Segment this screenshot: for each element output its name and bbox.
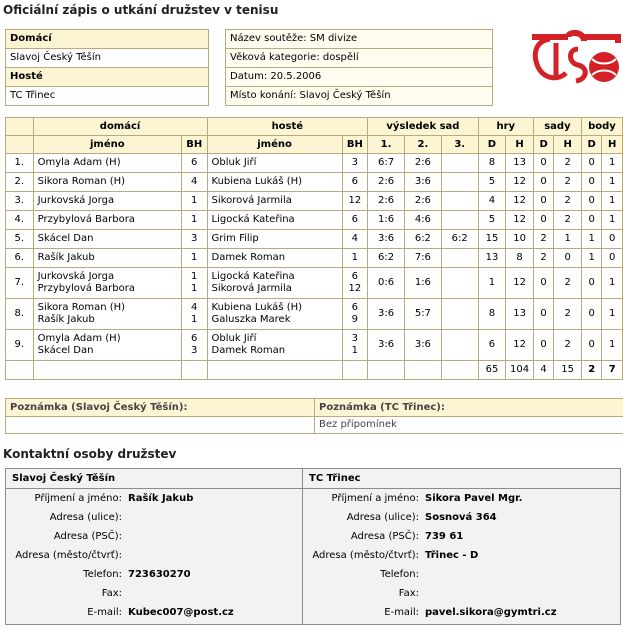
guest-contact-team: TC Třinec <box>303 469 620 489</box>
contact-row <box>303 604 620 622</box>
match-number: 6. <box>6 249 34 268</box>
home-player-line: Omyla Adam (H) <box>37 333 121 344</box>
home-player-line: Przybylová Barbora <box>37 283 135 294</box>
guest-team-name: TC Třinec <box>6 87 209 106</box>
games-d: 15 <box>478 230 506 249</box>
guest-player-bh-line: 6 <box>351 271 359 282</box>
guest-player-line: Sikorová Jarmila <box>211 195 292 206</box>
games-h-header: H <box>506 136 534 154</box>
contact-value: 723630270 <box>128 569 191 580</box>
home-note-value <box>6 417 315 434</box>
set1-score: 3:6 <box>368 230 405 249</box>
contact-label: Adresa (ulice): <box>49 512 122 523</box>
contact-value[interactable]: pavel.sikora@gymtri.cz <box>425 607 557 618</box>
points-d-header: D <box>581 136 601 154</box>
home-player-bh <box>181 330 207 361</box>
match-number: 9. <box>6 330 34 361</box>
home-player-bh <box>181 230 207 249</box>
guest-player-bh <box>342 330 368 361</box>
home-player <box>33 154 181 173</box>
sady-d: 0 <box>533 299 553 330</box>
sady-d: 2 <box>533 230 553 249</box>
result-row <box>6 230 623 249</box>
set2-score: 6:2 <box>404 230 441 249</box>
points-h: 1 <box>602 173 623 192</box>
results-table <box>5 117 623 380</box>
home-player-line: Sikora Roman (H) <box>37 302 126 313</box>
home-team-name: Slavoj Český Těšín <box>6 49 209 68</box>
guest-player <box>207 211 342 230</box>
points-d: 0 <box>581 268 601 299</box>
points-d: 0 <box>581 330 601 361</box>
result-row <box>6 192 623 211</box>
contact-row <box>303 566 620 584</box>
match-number: 2. <box>6 173 34 192</box>
contact-value: Sikora Pavel Mgr. <box>425 493 523 504</box>
sady-d: 0 <box>533 268 553 299</box>
page-title: Oficiální zápis o utkání družstev v tenisu <box>3 3 279 17</box>
points-d: 1 <box>581 230 601 249</box>
points-d: 0 <box>581 211 601 230</box>
contact-row <box>303 509 620 527</box>
points-d: 0 <box>581 173 601 192</box>
result-row <box>6 211 623 230</box>
games-d: 13 <box>478 249 506 268</box>
sets-group-header: výsledek sad <box>368 118 479 136</box>
sady-h: 2 <box>554 192 582 211</box>
guest-player-line: Grim Filip <box>211 233 259 244</box>
set3-score <box>441 173 478 192</box>
guest-player-bh <box>342 192 368 211</box>
contact-label: Telefon: <box>380 569 419 580</box>
sady-h: 2 <box>554 173 582 192</box>
contact-value: Sosnová 364 <box>425 512 497 523</box>
guest-player-bh-line: 3 <box>351 333 359 344</box>
home-player-bh-line: 1 <box>191 271 198 282</box>
set1-score: 0:6 <box>368 268 405 299</box>
sady-h: 2 <box>554 299 582 330</box>
match-number: 7. <box>6 268 34 299</box>
home-player <box>33 268 181 299</box>
guest-player-bh-line: 6 <box>351 214 359 225</box>
games-d: 8 <box>478 154 506 173</box>
sady-d: 2 <box>533 249 553 268</box>
contact-row <box>303 547 620 565</box>
guest-player <box>207 249 342 268</box>
contact-value: Třinec - D <box>425 550 479 561</box>
set3-score <box>441 249 478 268</box>
sady-h: 0 <box>554 249 582 268</box>
set2-header: 2. <box>404 136 441 154</box>
contact-label: Adresa (PSČ): <box>53 531 122 542</box>
sady-h: 1 <box>554 230 582 249</box>
total-points-h: 7 <box>602 361 623 380</box>
total-games-h: 104 <box>506 361 534 380</box>
guest-player-bh-line: 12 <box>348 283 362 294</box>
guest-player-bh-line: 4 <box>351 233 359 244</box>
sady-d: 0 <box>533 192 553 211</box>
guest-player-line: Damek Roman <box>211 252 286 263</box>
guest-player-line: Kubiena Lukáš (H) <box>211 176 303 187</box>
home-player-line: Jurkovská Jorga <box>37 271 115 282</box>
guest-player-bh <box>342 173 368 192</box>
guest-player-bh <box>342 154 368 173</box>
points-d: 1 <box>581 249 601 268</box>
match-number: 5. <box>6 230 34 249</box>
points-h: 1 <box>602 330 623 361</box>
home-player-line: Jurkovská Jorga <box>37 195 115 206</box>
result-row <box>6 299 623 330</box>
home-player-bh <box>181 211 207 230</box>
guest-player-line: Damek Roman <box>211 345 286 356</box>
contact-row <box>6 585 309 603</box>
home-contact-team: Slavoj Český Těšín <box>6 469 309 489</box>
games-d: 5 <box>478 173 506 192</box>
home-player <box>33 249 181 268</box>
games-h: 13 <box>506 299 534 330</box>
guest-player <box>207 192 342 211</box>
home-contact-box <box>5 468 310 625</box>
home-player-bh-line: 1 <box>191 314 198 325</box>
set3-score <box>441 154 478 173</box>
set2-score: 2:6 <box>404 154 441 173</box>
age-category: Věková kategorie: dospělí <box>226 49 493 68</box>
games-d-header: D <box>478 136 506 154</box>
set1-score: 2:6 <box>368 173 405 192</box>
guest-group-header: hosté <box>207 118 368 136</box>
home-player-bh-line: 4 <box>191 302 198 313</box>
match-info-table <box>225 29 493 106</box>
sady-h: 2 <box>554 268 582 299</box>
result-row <box>6 249 623 268</box>
contact-label: Adresa (město/čtvrť): <box>312 550 419 561</box>
games-group-header: hry <box>478 118 533 136</box>
home-player <box>33 211 181 230</box>
guest-player-bh <box>342 211 368 230</box>
contact-label: E-mail: <box>87 607 122 618</box>
set1-score: 1:6 <box>368 211 405 230</box>
points-group-header: body <box>581 118 622 136</box>
home-player <box>33 330 181 361</box>
sady-d: 0 <box>533 211 553 230</box>
totals-row <box>6 361 623 380</box>
home-player-bh <box>181 192 207 211</box>
set2-score: 4:6 <box>404 211 441 230</box>
guest-bh-header: BH <box>342 136 368 154</box>
teams-table <box>5 29 209 106</box>
contact-value[interactable]: Kubec007@post.cz <box>128 607 234 618</box>
set1-score: 3:6 <box>368 299 405 330</box>
guest-player-bh <box>342 268 368 299</box>
contact-label: Adresa (PSČ): <box>350 531 419 542</box>
set1-score: 6:7 <box>368 154 405 173</box>
guest-player-line: Ligocká Kateřina <box>211 214 295 225</box>
guest-player-bh-line: 6 <box>351 302 359 313</box>
guest-label: Hosté <box>6 68 209 87</box>
points-d: 0 <box>581 192 601 211</box>
sady-d: 0 <box>533 330 553 361</box>
contact-row <box>6 490 309 508</box>
home-player-bh-line: 1 <box>191 283 198 294</box>
guest-player-bh-line: 6 <box>351 176 359 187</box>
set3-score <box>441 192 478 211</box>
contact-value: Rašík Jakub <box>128 493 194 504</box>
notes-table <box>5 398 623 434</box>
guest-player-bh-line: 12 <box>348 195 362 206</box>
home-player-bh-line: 1 <box>191 195 198 206</box>
set3-score <box>441 211 478 230</box>
home-label: Domácí <box>6 30 209 49</box>
contact-label: Příjmení a jméno: <box>331 493 419 504</box>
match-number: 4. <box>6 211 34 230</box>
result-row <box>6 173 623 192</box>
guest-player <box>207 299 342 330</box>
home-player-line: Skácel Dan <box>37 345 94 356</box>
guest-player-bh-line: 1 <box>351 345 359 356</box>
contact-row <box>303 528 620 546</box>
total-games-d: 65 <box>478 361 506 380</box>
points-h: 1 <box>602 211 623 230</box>
guest-player-bh <box>342 249 368 268</box>
set3-score <box>441 268 478 299</box>
games-d: 4 <box>478 192 506 211</box>
home-player-bh-line: 6 <box>191 157 198 168</box>
guest-name-header: jméno <box>207 136 342 154</box>
sady-h-header: H <box>554 136 582 154</box>
number-header <box>6 136 34 154</box>
set1-score: 2:6 <box>368 192 405 211</box>
total-sady-h: 15 <box>554 361 582 380</box>
match-venue: Místo konání: Slavoj Český Těšín <box>226 87 493 106</box>
guest-player-line: Sikorová Jarmila <box>211 283 292 294</box>
games-d: 8 <box>478 299 506 330</box>
home-player-bh-line: 1 <box>191 214 198 225</box>
contact-label: Fax: <box>398 588 419 599</box>
guest-player-line: Obluk Jiří <box>211 333 257 344</box>
result-row <box>6 330 623 361</box>
home-player-bh <box>181 268 207 299</box>
total-sady-d: 4 <box>533 361 553 380</box>
points-h: 0 <box>602 230 623 249</box>
set2-score: 3:6 <box>404 173 441 192</box>
set1-score: 3:6 <box>368 330 405 361</box>
sady-d-header: D <box>533 136 553 154</box>
sady-group-header: sady <box>533 118 581 136</box>
points-h: 1 <box>602 154 623 173</box>
result-row <box>6 268 623 299</box>
sady-h: 2 <box>554 154 582 173</box>
home-player-bh <box>181 249 207 268</box>
guest-player <box>207 154 342 173</box>
contact-row <box>6 604 309 622</box>
home-player-bh <box>181 154 207 173</box>
guest-player-bh-line: 1 <box>351 252 359 263</box>
set1-score: 6:2 <box>368 249 405 268</box>
total-points-d: 2 <box>581 361 601 380</box>
home-player-bh-line: 3 <box>191 345 198 356</box>
home-player-line: Przybylová Barbora <box>37 214 135 225</box>
guest-player-line: Kubiena Lukáš (H) <box>211 302 303 313</box>
set1-header: 1. <box>368 136 405 154</box>
match-date: Datum: 20.5.2006 <box>226 68 493 87</box>
club-logo-icon <box>528 29 622 85</box>
home-player-bh <box>181 299 207 330</box>
set3-score: 6:2 <box>441 230 478 249</box>
contact-row <box>303 585 620 603</box>
sady-d: 0 <box>533 154 553 173</box>
sady-h: 2 <box>554 211 582 230</box>
set2-score: 5:7 <box>404 299 441 330</box>
set2-score: 1:6 <box>404 268 441 299</box>
contact-label: Příjmení a jméno: <box>34 493 122 504</box>
guest-player <box>207 230 342 249</box>
contact-value: 739 61 <box>425 531 464 542</box>
home-player-bh-line: 1 <box>191 252 198 263</box>
match-number: 1. <box>6 154 34 173</box>
games-d: 1 <box>478 268 506 299</box>
guest-player-bh-line: 9 <box>351 314 359 325</box>
home-player <box>33 299 181 330</box>
guest-player-line: Ligocká Kateřina <box>211 271 295 282</box>
points-h: 1 <box>602 268 623 299</box>
games-h: 12 <box>506 211 534 230</box>
games-d: 5 <box>478 211 506 230</box>
contact-row <box>6 509 309 527</box>
games-h: 12 <box>506 268 534 299</box>
result-row <box>6 154 623 173</box>
sady-h: 2 <box>554 330 582 361</box>
home-player <box>33 173 181 192</box>
set3-score <box>441 330 478 361</box>
match-number: 8. <box>6 299 34 330</box>
home-note-label: Poznámka (Slavoj Český Těšín): <box>6 399 315 417</box>
points-d: 0 <box>581 154 601 173</box>
contact-row <box>6 566 309 584</box>
home-name-header: jméno <box>33 136 181 154</box>
guest-player-line: Galuszka Marek <box>211 314 291 325</box>
guest-contact-box <box>302 468 621 625</box>
home-player-bh <box>181 173 207 192</box>
set2-score: 7:6 <box>404 249 441 268</box>
home-player-line: Omyla Adam (H) <box>37 157 121 168</box>
home-group-header: domácí <box>33 118 207 136</box>
home-player <box>33 192 181 211</box>
guest-player-bh-line: 3 <box>351 157 359 168</box>
games-h: 10 <box>506 230 534 249</box>
competition-name: Název soutěže: SM divize <box>226 30 493 49</box>
points-h: 1 <box>602 192 623 211</box>
points-h: 0 <box>602 249 623 268</box>
guest-note-value: Bez připomínek <box>315 417 623 434</box>
home-player <box>33 230 181 249</box>
guest-player-line: Obluk Jiří <box>211 157 257 168</box>
guest-player <box>207 173 342 192</box>
home-player-bh-line: 4 <box>191 176 198 187</box>
contact-label: Adresa (město/čtvrť): <box>15 550 122 561</box>
home-bh-header: BH <box>181 136 207 154</box>
games-h: 13 <box>506 154 534 173</box>
guest-player-bh <box>342 230 368 249</box>
home-player-line: Skácel Dan <box>37 233 94 244</box>
results-corner <box>6 118 34 136</box>
points-d: 0 <box>581 299 601 330</box>
contact-row <box>303 490 620 508</box>
sady-d: 0 <box>533 173 553 192</box>
points-h: 1 <box>602 299 623 330</box>
match-number: 3. <box>6 192 34 211</box>
contact-label: Adresa (ulice): <box>346 512 419 523</box>
set2-score: 2:6 <box>404 192 441 211</box>
games-h: 12 <box>506 192 534 211</box>
home-player-line: Rašík Jakub <box>37 314 95 325</box>
contacts-title: Kontaktní osoby družstev <box>3 447 177 461</box>
set2-score: 3:6 <box>404 330 441 361</box>
guest-player-bh <box>342 299 368 330</box>
guest-player <box>207 330 342 361</box>
games-h: 12 <box>506 173 534 192</box>
guest-note-label: Poznámka (TC Třinec): <box>315 399 623 417</box>
games-h: 8 <box>506 249 534 268</box>
set3-header: 3. <box>441 136 478 154</box>
guest-player <box>207 268 342 299</box>
contact-label: Fax: <box>101 588 122 599</box>
set3-score <box>441 299 478 330</box>
points-h-header: H <box>602 136 623 154</box>
games-h: 12 <box>506 330 534 361</box>
home-player-line: Sikora Roman (H) <box>37 176 126 187</box>
contact-row <box>6 547 309 565</box>
contact-label: Telefon: <box>83 569 122 580</box>
contact-label: E-mail: <box>384 607 419 618</box>
home-player-line: Rašík Jakub <box>37 252 95 263</box>
games-d: 6 <box>478 330 506 361</box>
home-player-bh-line: 3 <box>191 233 198 244</box>
home-player-bh-line: 6 <box>191 333 198 344</box>
contact-row <box>6 528 309 546</box>
